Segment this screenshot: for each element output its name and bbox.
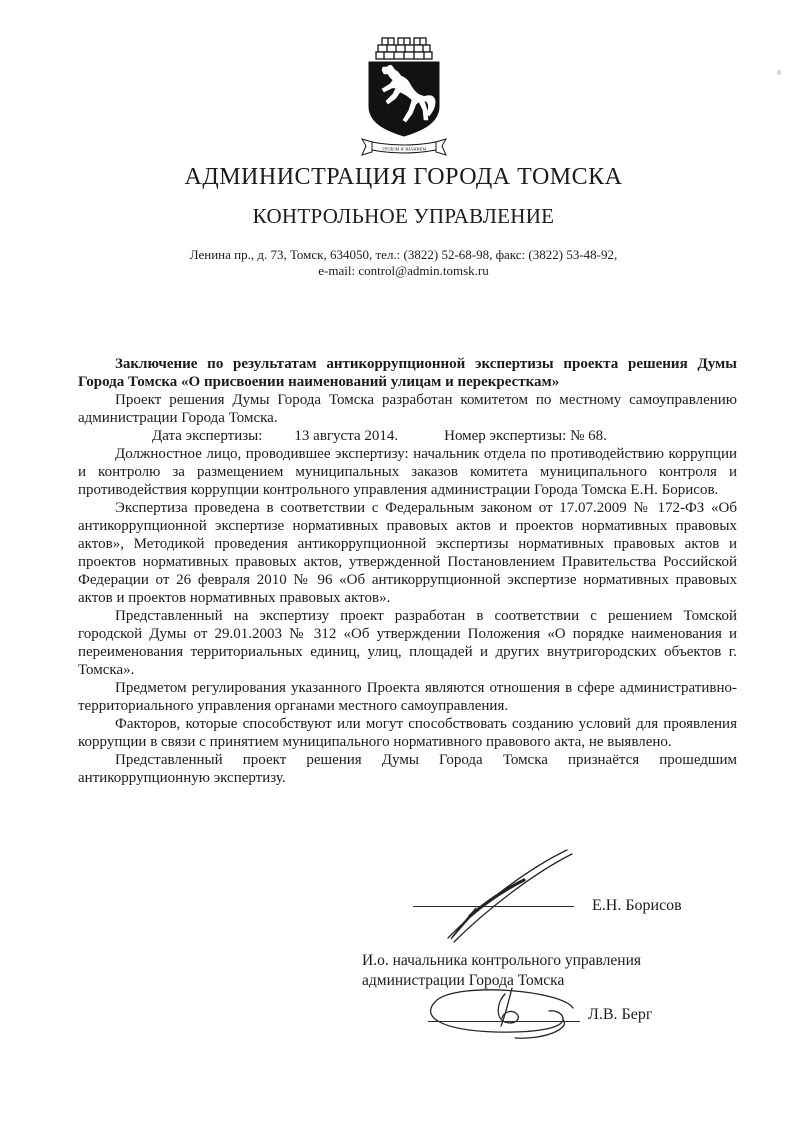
expertise-number-label: Номер экспертизы: xyxy=(444,428,567,444)
contact-address-line: Ленина пр., д. 73, Томск, 634050, тел.: (3822) 52-68-98, факс: (3822) 53-48-92, xyxy=(189,247,618,262)
contact-info xyxy=(0,247,807,279)
paragraph-project-basis: Представленный на экспертизу проект разработан в соответствии с решением Томской городской Думы от 29.01.2003 № 312 «Об утверждении Положения «О порядке наименования и переименования территориальных единиц, улиц, площадей и других внутригородских объектов г. Томска». xyxy=(78,608,737,678)
expertise-date-value: 13 августа 2014. xyxy=(294,428,399,444)
expertise-number-value: № 68. xyxy=(570,428,607,444)
berg-position-line1: И.о. начальника контрольного управления xyxy=(362,952,641,969)
paragraph-factors: Факторов, которые способствуют или могут способствовать созданию условий для проявления коррупции в связи с принятием муниципального нормативного правового акта, не выявлено. xyxy=(78,716,737,750)
paragraph-intro: Проект решения Думы Города Томска разработан комитетом по местному самоуправлению администрации Города Томска. xyxy=(78,392,737,426)
expertise-date-label: Дата экспертизы: xyxy=(152,428,263,444)
expertise-meta-line xyxy=(78,427,737,445)
berg-signature-line xyxy=(428,1021,580,1022)
letterhead xyxy=(0,0,807,279)
berg-signature-icon xyxy=(415,984,590,1046)
berg-position-line2: администрации Города Томска xyxy=(362,972,565,989)
emblem-motto: ТРУДОМ И ЗНАНИЕМ xyxy=(381,146,426,152)
document-title: Заключение по результатам антикоррупционной экспертизы проекта решения Думы Города Томска «О присвоении наименований улицам и перекресткам» xyxy=(78,356,737,390)
paragraph-official: Должностное лицо, проводившее экспертизу: начальник отдела по противодействию коррупции и контролю за размещением муниципальных заказов комитета муниципального контроля и противодействия коррупции контрольного управления администрации Города Томска Е.Н. Борисов. xyxy=(78,446,737,498)
scan-artifact xyxy=(777,70,781,75)
crown-icon xyxy=(376,38,432,59)
borisov-signature-line xyxy=(413,906,574,907)
contact-email-line: e-mail: control@admin.tomsk.ru xyxy=(318,263,489,278)
emblem-wrap xyxy=(0,36,807,162)
borisov-name: Е.Н. Борисов xyxy=(592,897,682,914)
paragraph-subject: Предметом регулирования указанного Проекта являются отношения в сфере административно-территориального управления органами местного самоуправления. xyxy=(78,680,737,714)
department-title: КОНТРОЛЬНОЕ УПРАВЛЕНИЕ xyxy=(252,204,555,228)
organization-title: АДМИНИСТРАЦИЯ ГОРОДА ТОМСКА xyxy=(184,164,623,190)
borisov-signature-icon xyxy=(400,846,585,943)
berg-name: Л.В. Берг xyxy=(588,1006,653,1023)
document-body xyxy=(78,355,737,787)
paragraph-legal-basis: Экспертиза проведена в соответствии с Федеральным законом от 17.07.2009 № 172-ФЗ «Об антикоррупционной экспертизе нормативных правовых актов и проектов нормативных правовых актов», Методикой проведения антикоррупционной экспертизы нормативных правовых актов и проектов нормативных правовых актов, утвержденной Постановлением Правительства Российской Федерации от 26 февраля 2010 № 96 «Об антикоррупционной экспертизе нормативных правовых актов и проектов нормативных правовых актов». xyxy=(78,500,737,606)
paragraph-conclusion: Представленный проект решения Думы Города Томска признаётся прошедшим антикоррупционную экспертизу. xyxy=(78,752,737,786)
tomsk-coat-of-arms-icon xyxy=(354,36,454,162)
